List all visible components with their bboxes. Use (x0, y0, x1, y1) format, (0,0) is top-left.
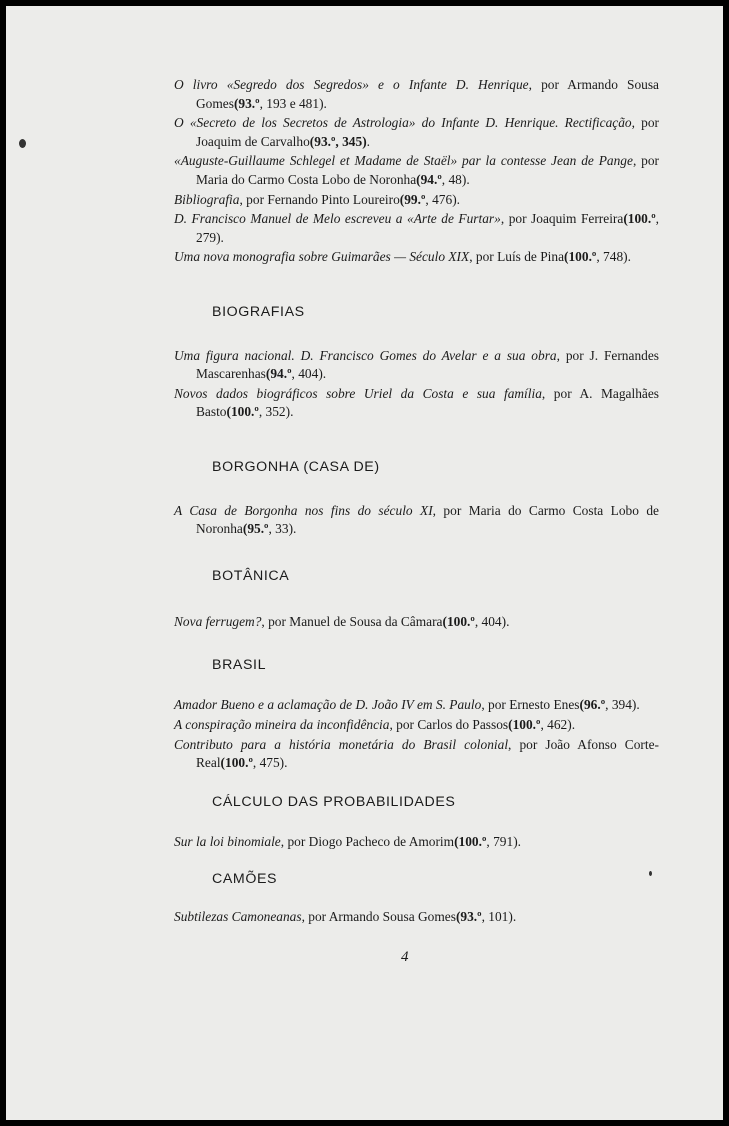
entry-volume: (100.º (508, 717, 541, 733)
entry-volume: (100.º (442, 614, 475, 630)
entry-author: , por Carlos do Passos (389, 717, 509, 733)
entry-page: , 48). (441, 171, 470, 187)
entry-page: , 748). (596, 249, 631, 265)
entry-volume: (100.º (454, 834, 487, 850)
page-number: 4 (401, 949, 409, 965)
index-entry (174, 152, 659, 189)
entry-page: , 352). (258, 404, 294, 420)
entry-volume: (93.º, 345) (309, 133, 367, 149)
entry-title: A conspiração mineira da inconfidência (174, 717, 390, 733)
entry-title: Uma nova monografia sobre Guimarães — Século XIX (174, 249, 470, 265)
entry-author: , por J. Fernandes Mascarenhas (196, 347, 659, 382)
entry-author: , por Diogo Pacheco de Amorim (280, 834, 455, 850)
section-heading: CÁLCULO DAS PROBABILIDADES (212, 793, 456, 810)
entry-page: , 394). (605, 697, 640, 713)
entry-page: , 475). (252, 755, 288, 771)
entry-volume: (93.º (455, 908, 482, 924)
entry-title: Contributo para a história monetária do Brasil colonial (174, 736, 509, 752)
entry-page: , 791). (486, 834, 521, 850)
entry-page: , 404). (291, 366, 327, 382)
entry-page: , 279). (196, 211, 660, 245)
entry-author: , por Maria do Carmo Costa Lobo de Noronha (196, 153, 660, 187)
entry-page: , 33). (268, 521, 297, 537)
entry-volume: (95.º (242, 521, 269, 537)
entry-author: , por Armando Sousa Gomes (301, 908, 456, 924)
entry-page: , 404). (474, 614, 510, 630)
entry-author: , por Joaquim Ferreira (500, 211, 624, 227)
index-entry (174, 908, 659, 927)
entry-author: , por João Afonso Corte-Real (196, 736, 659, 771)
entry-author: , por A. Magalhães Basto (196, 385, 659, 420)
entry-title: Novos dados biográficos sobre Uriel da Costa e sua família (174, 385, 542, 401)
entry-author: , por Luís de Pina (469, 249, 565, 265)
entry-author: , por Ernesto Enes (481, 697, 580, 713)
entry-title: Bibliografia (174, 191, 240, 207)
entry-volume: (94.º (265, 366, 292, 382)
index-entry (174, 248, 659, 267)
entry-title: D. Francisco Manuel de Melo escreveu a «Arte de Furtar» (174, 211, 501, 227)
entry-title: Sur la loi binomiale (174, 834, 281, 850)
entry-page: , 462). (540, 717, 576, 733)
entry-volume: (96.º (579, 697, 606, 713)
entry-page: . (366, 133, 371, 149)
entry-title: O «Secreto de los Secretos de Astrologia» do Infante D. Henrique. Rectificação (174, 115, 632, 131)
entry-volume: (99.º (399, 191, 426, 207)
entry-title: «Auguste-Guillaume Schlegel et Madame de Staël» par la contesse Jean de Pange (174, 153, 633, 169)
document-page (6, 6, 723, 1120)
index-entry (174, 114, 659, 151)
section-heading: BIOGRAFIAS (212, 303, 305, 320)
index-entry (174, 716, 659, 735)
entry-title: A Casa de Borgonha nos fins do século XI (174, 502, 433, 518)
index-entry (174, 613, 659, 632)
entry-page: , 101). (481, 908, 517, 924)
index-entry (174, 385, 659, 422)
index-entry (174, 736, 659, 773)
entry-title: Nova ferrugem? (174, 614, 262, 630)
index-entry (174, 502, 659, 539)
entry-author: , por Fernando Pinto Loureiro (239, 191, 400, 207)
entry-title: Subtilezas Camoneanas (174, 908, 302, 924)
entry-volume: (100.º (623, 211, 656, 227)
entry-page: , 193 e 481). (259, 95, 327, 111)
entry-volume: (94.º (416, 171, 442, 187)
entry-author: , por Maria do Carmo Costa Lobo de Noronha (196, 502, 659, 537)
section-heading: CAMÕES (212, 871, 278, 888)
section-heading: BOTÂNICA (212, 567, 290, 584)
entry-author: , por Joaquim de Carvalho (196, 115, 660, 149)
entry-author: , por Armando Sousa Gomes (196, 77, 659, 111)
index-entry (174, 833, 659, 852)
entry-volume: (100.º (564, 249, 597, 265)
index-content (174, 76, 659, 926)
index-entry (174, 696, 659, 715)
index-entry (174, 76, 659, 113)
entry-volume: (93.º (233, 95, 260, 111)
entry-title: O livro «Segredo dos Segredos» e o Infante D. Henrique (174, 77, 529, 92)
entry-author: , por Manuel de Sousa da Câmara (261, 614, 443, 630)
entry-title: Amador Bueno e a aclamação de D. João IV em S. Paulo (174, 697, 482, 713)
scan-speck (19, 139, 26, 148)
index-entry (174, 210, 659, 247)
entry-title: Uma figura nacional. D. Francisco Gomes do Avelar e a sua obra (174, 347, 557, 363)
index-entry (174, 347, 659, 384)
section-heading: BORGONHA (CASA DE) (212, 458, 380, 475)
section-heading: BRASIL (212, 656, 267, 673)
entry-page: , 476). (425, 191, 460, 207)
entry-volume: (100.º (220, 755, 253, 771)
entry-volume: (100.º (226, 404, 259, 420)
index-entry (174, 191, 659, 210)
